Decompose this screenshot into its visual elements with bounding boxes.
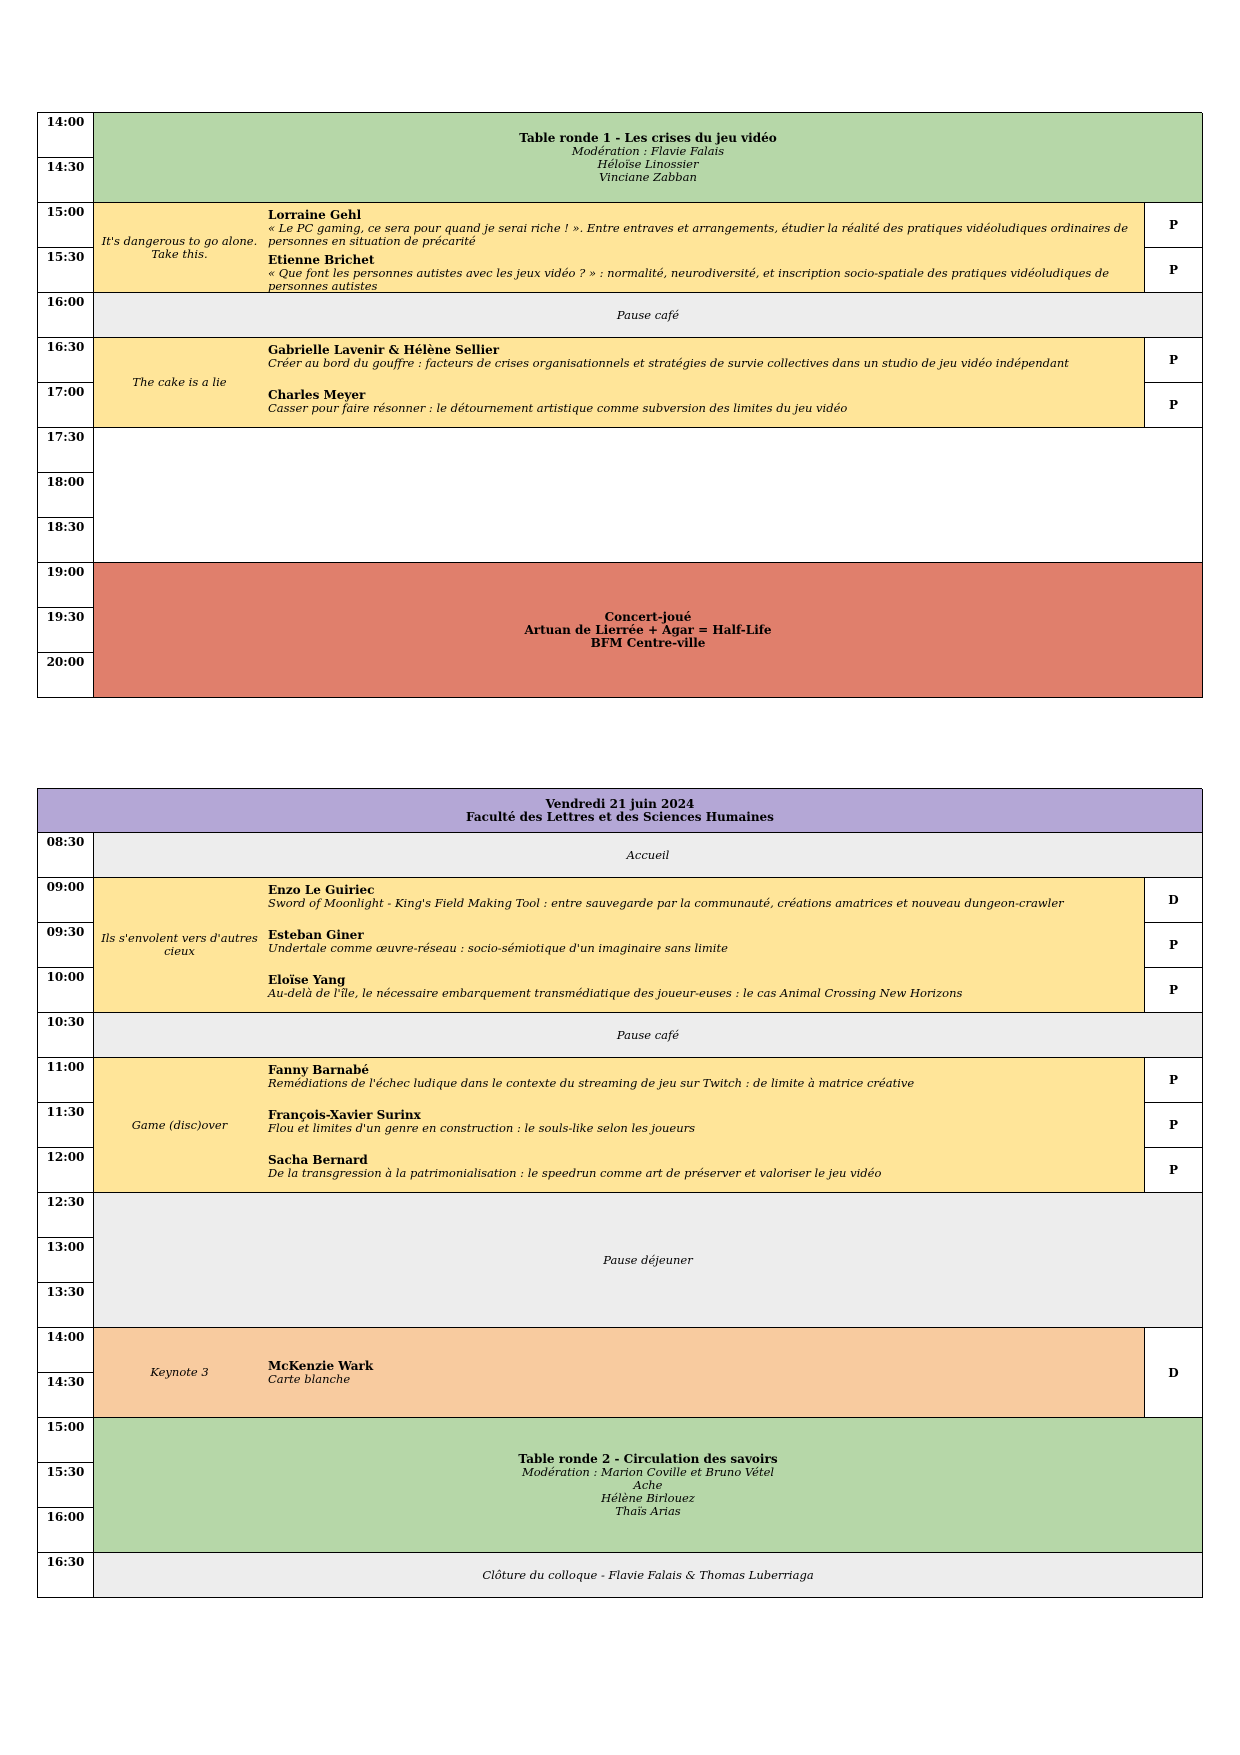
time-slot: 14:30 xyxy=(38,158,94,203)
time-slot: 09:30 xyxy=(38,923,94,968)
time-slot: 13:30 xyxy=(38,1283,94,1328)
time-slot: 16:00 xyxy=(38,293,94,338)
talk-entry xyxy=(265,1058,1145,1103)
coffee-break: Pause café xyxy=(94,293,1203,338)
format-code: P xyxy=(1145,1148,1203,1193)
time-slot: 17:00 xyxy=(38,383,94,428)
talk-title: Sword of Moonlight - King's Field Making Tool : entre sauvegarde par la communauté, créations amatrices et nouveau dungeon-crawler xyxy=(268,896,1064,910)
format-code: P xyxy=(1145,1103,1203,1148)
speaker-name: Eloïse Yang xyxy=(268,973,346,987)
session-topic: Ils s'envolent vers d'autres cieux xyxy=(94,878,265,1013)
format-code: P xyxy=(1145,968,1203,1013)
format-code: P xyxy=(1145,338,1203,383)
speaker-name: McKenzie Wark xyxy=(268,1358,374,1373)
talk-entry xyxy=(265,923,1145,968)
time-slot: 19:00 xyxy=(38,563,94,608)
format-code: P xyxy=(1145,1058,1203,1103)
session-topic: Game (disc)over xyxy=(94,1058,265,1193)
speaker-name: Etienne Brichet xyxy=(268,253,375,267)
empty-slot xyxy=(94,428,1203,563)
speaker-name: Fanny Barnabé xyxy=(268,1063,370,1077)
roundtable-title: Table ronde 1 - Les crises du jeu vidéo xyxy=(519,130,777,145)
time-slot: 14:30 xyxy=(38,1373,94,1418)
speaker-name: Esteban Giner xyxy=(268,928,364,942)
format-code: P xyxy=(1145,923,1203,968)
concert-venue: BFM Centre-ville xyxy=(590,635,706,650)
talk-entry xyxy=(265,1148,1145,1193)
time-slot: 09:00 xyxy=(38,878,94,923)
roundtable-participant: Hélène Birlouez xyxy=(601,1490,695,1505)
talk-title: Carte blanche xyxy=(268,1371,351,1386)
day-venue: Faculté des Lettres et des Sciences Humaines xyxy=(466,809,774,824)
speaker-name: Lorraine Gehl xyxy=(268,208,362,222)
time-slot: 15:00 xyxy=(38,203,94,248)
time-slot: 10:30 xyxy=(38,1013,94,1058)
talk-entry xyxy=(265,1103,1145,1148)
roundtable-moderation: Modération : Marion Coville et Bruno Vétel xyxy=(521,1464,775,1479)
coffee-break: Pause café xyxy=(94,1013,1203,1058)
talk-title: Créer au bord du gouffre : facteurs de crises organisationnels et stratégies de survie collectives dans un studio de jeu vidéo indépendant xyxy=(268,356,1069,370)
talk-title: Undertale comme œuvre-réseau : socio-sémiotique d'un imaginaire sans limite xyxy=(268,941,728,955)
talk-title: Casser pour faire résonner : le détournement artistique comme subversion des limites du jeu vidéo xyxy=(268,401,848,415)
speaker-name: Gabrielle Lavenir & Hélène Sellier xyxy=(268,343,500,357)
format-code: D xyxy=(1145,1328,1203,1418)
roundtable-title: Table ronde 2 - Circulation des savoirs xyxy=(518,1451,778,1466)
time-slot: 16:30 xyxy=(38,1553,94,1598)
time-slot: 15:30 xyxy=(38,1463,94,1508)
closing-session: Clôture du colloque - Flavie Falais & Thomas Luberriaga xyxy=(94,1553,1203,1598)
day-header xyxy=(38,789,1203,833)
speaker-name: François-Xavier Surinx xyxy=(268,1108,421,1122)
talk-entry xyxy=(265,878,1145,923)
time-slot: 16:00 xyxy=(38,1508,94,1553)
welcome: Accueil xyxy=(94,833,1203,878)
roundtable-participant: Ache xyxy=(633,1477,663,1492)
speaker-name: Enzo Le Guiriec xyxy=(268,883,375,897)
thursday-schedule xyxy=(37,112,1202,698)
time-slot: 19:30 xyxy=(38,608,94,653)
time-slot: 20:00 xyxy=(38,653,94,698)
talk-entry xyxy=(265,383,1145,428)
time-slot: 15:30 xyxy=(38,248,94,293)
time-slot: 18:00 xyxy=(38,473,94,518)
time-slot: 17:30 xyxy=(38,428,94,473)
talk-entry xyxy=(265,248,1145,293)
talk-title: Au-delà de l'île, le nécessaire embarquement transmédiatique des joueur-euses : le cas Animal Crossing New Horizons xyxy=(268,986,963,1000)
lunch-break: Pause déjeuner xyxy=(94,1193,1203,1328)
speaker-name: Sacha Bernard xyxy=(268,1153,368,1167)
time-slot: 14:00 xyxy=(38,1328,94,1373)
time-slot: 12:00 xyxy=(38,1148,94,1193)
keynote-entry xyxy=(265,1328,1145,1418)
concert-program: Artuan de Lierrée + Agar = Half-Life xyxy=(524,622,772,637)
concert-title: Concert-joué xyxy=(604,609,692,624)
roundtable-participant: Vinciane Zabban xyxy=(599,169,697,184)
talk-entry xyxy=(265,338,1145,383)
speaker-name: Charles Meyer xyxy=(268,388,366,402)
day-date: Vendredi 21 juin 2024 xyxy=(545,796,695,811)
roundtable-moderation: Modération : Flavie Falais xyxy=(571,143,725,158)
format-code: D xyxy=(1145,878,1203,923)
time-slot: 11:30 xyxy=(38,1103,94,1148)
friday-schedule xyxy=(37,788,1202,1598)
time-slot: 11:00 xyxy=(38,1058,94,1103)
session-topic: The cake is a lie xyxy=(94,338,265,428)
roundtable-participant: Thaïs Arias xyxy=(615,1503,681,1518)
time-slot: 15:00 xyxy=(38,1418,94,1463)
talk-title: De la transgression à la patrimonialisation : le speedrun comme art de préserver et valoriser le jeu vidéo xyxy=(268,1166,882,1180)
talk-title: Remédiations de l'échec ludique dans le contexte du streaming de jeu sur Twitch : de limite à matrice créative xyxy=(268,1076,915,1090)
roundtable-2 xyxy=(94,1418,1203,1553)
roundtable-1 xyxy=(94,113,1203,203)
time-slot: 18:30 xyxy=(38,518,94,563)
talk-entry xyxy=(265,203,1145,248)
format-code: P xyxy=(1145,248,1203,293)
format-code: P xyxy=(1145,383,1203,428)
time-slot: 13:00 xyxy=(38,1238,94,1283)
session-topic: It's dangerous to go alone. Take this. xyxy=(94,203,265,293)
talk-entry xyxy=(265,968,1145,1013)
roundtable-participant: Héloïse Linossier xyxy=(597,156,699,171)
talk-title: Flou et limites d'un genre en construction : le souls-like selon les joueurs xyxy=(268,1121,696,1135)
talk-title: « Le PC gaming, ce sera pour quand je serai riche ! ». Entre entraves et arrangements, étudier la réalité des pratiques vidéoludiques ordinaires de personnes en situation de précarité xyxy=(268,221,1129,248)
talk-title: « Que font les personnes autistes avec les jeux vidéo ? » : normalité, neurodiversité, et inscription socio-spatiale des pratiques vidéoludiques de personnes autistes xyxy=(268,266,1110,293)
concert xyxy=(94,563,1203,698)
format-code: P xyxy=(1145,203,1203,248)
time-slot: 12:30 xyxy=(38,1193,94,1238)
session-topic: Keynote 3 xyxy=(94,1328,265,1418)
time-slot: 08:30 xyxy=(38,833,94,878)
time-slot: 10:00 xyxy=(38,968,94,1013)
time-slot: 16:30 xyxy=(38,338,94,383)
time-slot: 14:00 xyxy=(38,113,94,158)
